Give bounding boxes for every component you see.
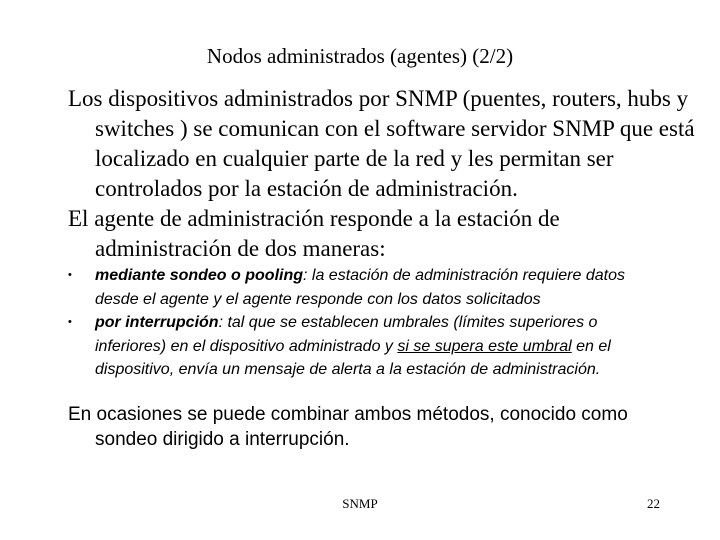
bullet-interrupt-term: por interrupción — [95, 314, 219, 331]
bullet-polling-term: mediante sondeo o pooling — [95, 267, 303, 284]
bullet-interrupt-text-2: en el dispositivo, envía un mensaje de alerta a la estación de administración. — [95, 337, 611, 378]
paragraph-intro: Los dispositivos administrados por SNMP (puentes, routers, hubs y switches ) se comunican con el software servidor SNMP que está localizado en cualquier parte de la red y les permitan ser controlados por la estación de administración. — [68, 86, 695, 201]
bullet-dot: • — [68, 269, 72, 281]
bullet-interrupt-text-1: : tal que se establecen umbrales (límites superiores o inferiores) en el dispositivo administrado y — [95, 314, 598, 355]
bullet-interrupt-underlined: si se supera este umbral — [397, 337, 572, 355]
slide-title: Nodos administrados (agentes) (2/2) — [206, 44, 514, 68]
paragraph-combined: En ocasiones se puede combinar ambos métodos, conocido como sondeo dirigido a interrupción. — [68, 404, 628, 450]
page-number: 22 — [647, 496, 660, 511]
paragraph-agent-response: El agente de administración responde a la estación de administración de dos maneras: — [68, 206, 560, 261]
footer-label: SNMP — [342, 496, 378, 511]
bullet-interrupt — [68, 311, 668, 382]
bullet-list — [68, 264, 668, 382]
bullet-polling — [68, 264, 668, 311]
bullet-polling-text: : la estación de administración requiere datos desde el agente y el agente responde con los datos solicitados — [95, 267, 625, 308]
bullet-dot: • — [68, 316, 72, 328]
